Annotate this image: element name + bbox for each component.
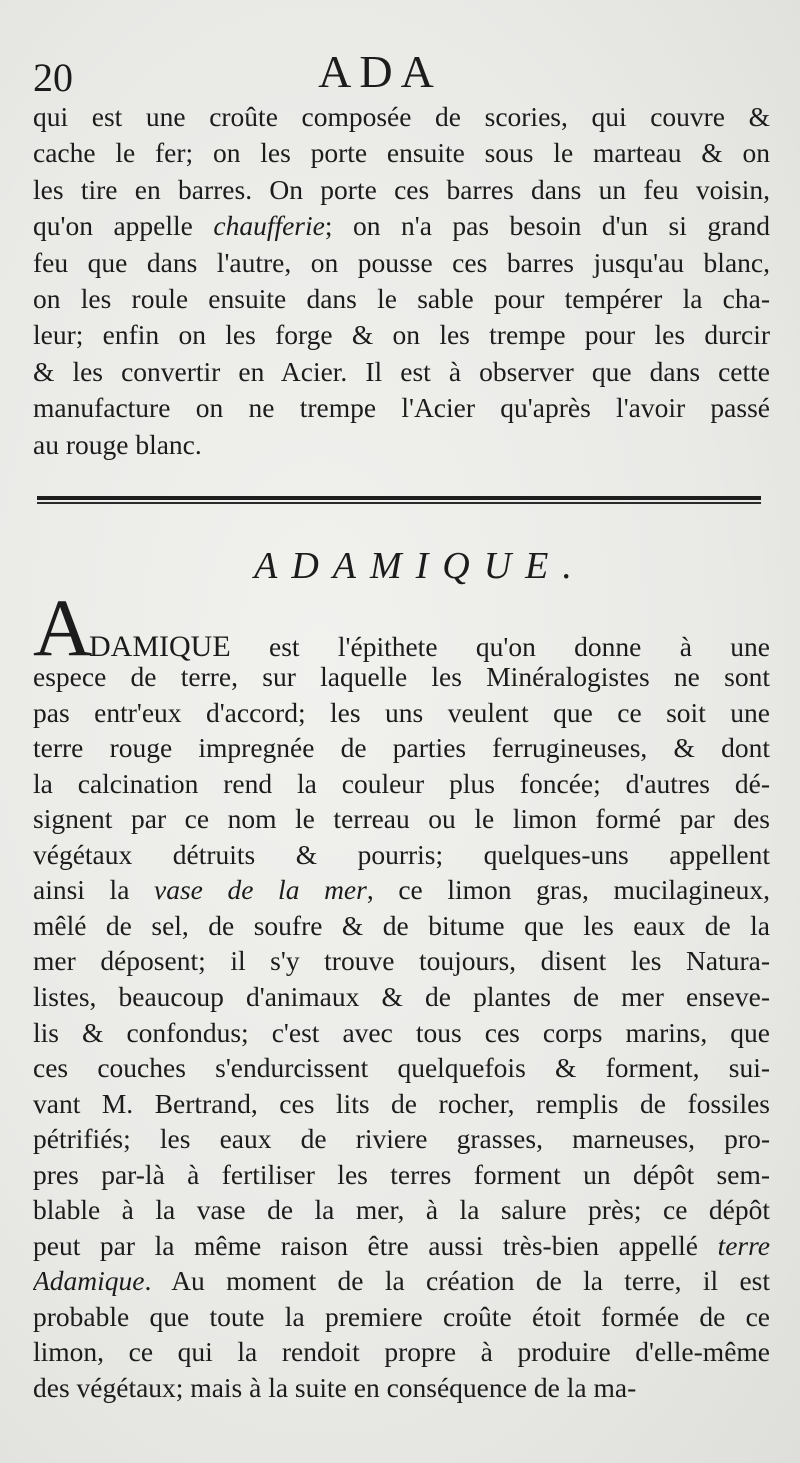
section-divider (37, 496, 761, 505)
text-line: vant M. Bertrand, ces lits de rocher, remplis de fossiles (33, 1087, 770, 1119)
text-line: limon, ce qui la rendoit propre à produire d'elle-même (33, 1336, 770, 1368)
text-line: les tire en barres. On porte ces barres dans un feu voisin, (33, 173, 770, 205)
text-line: ces couches s'endurcissent quelquefois & forment, sui- (33, 1052, 770, 1084)
text-line: mer déposent; il s'y trouve toujours, disent les Natura- (33, 945, 770, 977)
text-line: leur; enfin on les forge & on les trempe pour les durcir (33, 319, 770, 351)
text-line: signent par ce nom le terreau ou le limon formé par des (33, 803, 770, 835)
text-line: ainsi la vase de la mer, ce limon gras, mucilagineux, (33, 874, 770, 906)
text-line: espece de terre, sur laquelle les Minéralogistes ne sont (33, 661, 770, 692)
lead-word: DAMIQUE (89, 630, 231, 663)
text-line: qui est une croûte composée de scories, qui couvre & (33, 101, 770, 132)
article-lead-line (33, 582, 770, 673)
drop-cap: A (33, 582, 93, 673)
text-line: blable à la vase de la mer, à la salure près; ce dépôt (33, 1194, 770, 1226)
text-line: listes, beaucoup d'animaux & de plantes de mer enseve- (33, 980, 770, 1012)
text-line: végétaux détruits & pourris; quelques-uns appellent (33, 838, 770, 870)
text-line: pétrifiés; les eaux de riviere grasses, marneuses, pro- (33, 1123, 770, 1155)
text-line: au rouge blanc. (33, 428, 202, 460)
page-header (0, 44, 800, 104)
page-number: 20 (33, 55, 73, 100)
lead-text (89, 630, 770, 664)
text-line: la calcination rend la couleur plus foncée; d'autres dé- (33, 767, 770, 799)
running-head: ADA (318, 46, 442, 97)
text-line: on les roule ensuite dans le sable pour tempérer la cha- (33, 283, 770, 314)
text-line: pres par-là à fertiliser les terres forment un dépôt sem- (33, 1158, 770, 1190)
text-line: terre rouge impregnée de parties ferrugineuses, & dont (33, 732, 770, 764)
text-line: mêlé de sel, de soufre & de bitume que les eaux de la (33, 909, 770, 941)
lead-text-rest: est l'épithete qu'on donne à une (230, 631, 770, 662)
text-line: peut par la même raison être aussi très-bien appellé terre (33, 1229, 770, 1261)
text-line: feu que dans l'autre, on pousse ces barres jusqu'au blanc, (33, 246, 770, 278)
text-line: qu'on appelle chaufferie; on n'a pas besoin d'un si grand (33, 210, 770, 242)
text-line: probable que toute la premiere croûte étoit formée de ce (33, 1300, 770, 1332)
text-line: Adamique. Au moment de la création de la terre, il est (33, 1265, 770, 1297)
article-title: ADAMIQUE. (254, 545, 586, 587)
text-line: lis & confondus; c'est avec tous ces corps marins, que (33, 1016, 770, 1048)
text-line: pas entr'eux d'accord; les uns veulent que ce soit une (33, 696, 770, 728)
text-line: des végétaux; mais à la suite en conséquence de la ma- (33, 1372, 637, 1403)
text-line: manufacture on ne trempe l'Acier qu'après l'avoir passé (33, 392, 770, 424)
text-line: & les convertir en Acier. Il est à observer que dans cette (33, 355, 770, 387)
text-line: cache le fer; on les porte ensuite sous le marteau & on (33, 137, 770, 169)
